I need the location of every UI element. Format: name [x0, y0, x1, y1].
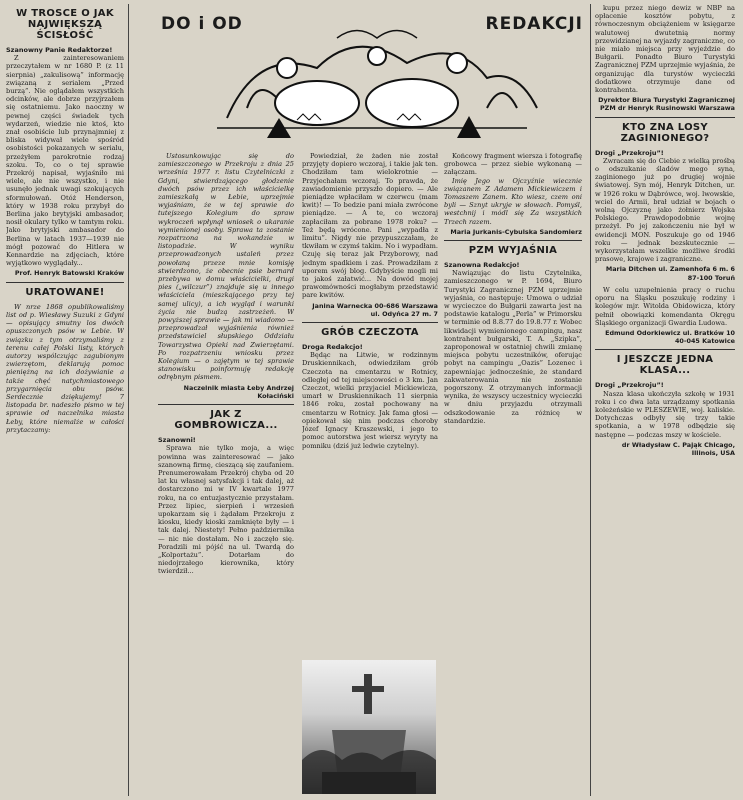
- article-heading: I JESZCZE JEDNA KLASA...: [616, 354, 714, 377]
- signature: Edmund Odorkiewicz ul. Bratków 10 40-045 Katowice: [605, 328, 735, 346]
- article-body: Końcowy fragment wiersza i fotografię grobowca — przez siebie wykonaną — załączam.: [444, 152, 582, 177]
- separator: [595, 349, 735, 350]
- separator: [158, 404, 294, 405]
- article-body: W celu uzupełnienia pracy o ruchu oporu na Śląsku poszukuję rodziny i kolegów mjr. Witolda Obidowicza, który pełnił obowiązki komendanta Okręgu Śląskiego organizacji Gwardia Ludowa.: [595, 285, 735, 327]
- column-4: [444, 152, 582, 796]
- greeting: Szanowni!: [158, 436, 196, 445]
- article-heading: KTO ZNA LOSY ZAGINIONEGO?: [620, 121, 710, 144]
- article-heading: URATOWANE!: [25, 286, 105, 298]
- greeting: Drogi „Przekroju”!: [595, 148, 664, 157]
- article-body: Będąc na Litwie, w rodzinnym Druskiennikach, odwiedziłam grób Czeczota na cmentarzu w Rotnicy, odległej od tej miejscowości o 3 km. Jan Czeczot, wielki przyjaciel Mickiewicza, umarł w Druskiennikach 11 sierpnia 1846 roku, został pochowany na cmentarzu w Rotnicy. Jak fama głosi — opiekował się nim podczas choroby Józef Ignacy Kraszewski, i jego to pomoc autorstwa jest wiersz wyryty na pomniku (dziś już ledwie czytelny).: [302, 351, 438, 450]
- article-body: Powiedział, że żaden nie został przyjęty dopiero wczoraj, i takie jak ten. Chodziłam tam wielokrotnie — Przyjechałam wczoraj. To prawda, że zawiadomienie przyszło dopiero. — Ale pieniądze wpłaciłam w czerwcu (mam kwit)! — To bedzie pani miała zwrócone pieniądze. — A te, co wczoraj zapłaciłam za pobrane 1978 roku? — Też będą wrócone. Pani „wypadła z limitu”. Nigdy nie przypuszczałam, że tkwiłam w czymś takim. No i wypadłam. Czuję się teraz jak Przyborowy, nad jednym spadkiem i zaś. Prowadziłam z uporem swój blog. Gdybyście mogli mi to jakoś załatwić... Na dowód mojej prawomówności mogłabym przedstawić pare kwitów.: [302, 152, 438, 300]
- article-heading: PZM WYJAŚNIA: [468, 245, 558, 257]
- article-body: Zwracam się do Ciebie z wielką prośbą o odszukanie śladów mego syna, zaginionego już po drugiej wojnie światowej. Syn mój, Henryk Ditchen, ur. w 1926 roku w Dąbrówce, woj. lwowskie, wciel do Armii, brał udział w bojach o wolną Ojczyznę jako żołnierz Wojska Polskiego. Prawdopodobnie wojnę przeżył. Po jej zakończeniu nie był w ewidencji MON. Poszukuje go od 1946 roku — jednak bezskutecznie — wykorzystałam wszelkie możliwe środki prasowe, krajowe i zagraniczne.: [595, 156, 735, 264]
- column-5: [595, 4, 735, 798]
- article-heading: W TROSCE O JAK NAJWIĘKSZĄ ŚCISŁOŚĆ: [16, 8, 114, 41]
- article-body: Nawiązując do listu Czytelnika, zamieszczonego w P. 1694, Biuro Turystyki Zagranicznej PZM uprzejmie wyjaśnia, co następuje: Umowa o udział w wycieczce do Bułgarii zawarta jest na podstawie katalogu „Perla” w Primorsku w terminie od 8.8.77 do 19.8.77 r. Wobec likwidacji wymienionego campingu, nasz kontrahent bułgarski, T. A. „Szipka”, zaproponował w ostatniej chwili zmianę miejsca pobytu uczestników, oferując pobyt na campingu „Oazis” Lozenec i zapewniając jednocześnie, że standard zakwaterowania nie zostanie pogorszony. Z otrzymanych informacji wynika, że wszyscy uczestnicy wycieczki w dniu przyjazdu otrzymali odszkodowanie za różnicę w standardzie.: [444, 269, 582, 425]
- article-heading: GRÓB CZECZOTA: [321, 327, 419, 339]
- section-title-left: DO i OD: [161, 14, 243, 34]
- separator: [6, 282, 124, 283]
- separator: [302, 322, 438, 323]
- signature: Naczelnik miasta Łeby Andrzej Kołaciński: [183, 383, 294, 400]
- signature: Maria Jurkanis-Cybulska Sandomierz: [450, 227, 582, 236]
- column-divider: [590, 4, 591, 796]
- article-body: W nrze 1868 opublikowaliśmy list od p. Wiesławy Suzuki z Gdyni — opisujący smutny los dwóch opuszczonych psów w Lebie. W związku z tym otrzymaliśmy z terenu całej Polski listy, których autorzy wspólczując zagubionym zwierzętom, deklarują pomoc pieniężną na ich dożywianie a także chęć natychmiastowego przygarnięcia obu psów. Serdecznie dziękujemy! 7 listopada br. nadeszło pismo w tej sprawie od naczelnika miasta Łeby, które niemalże w całości przytaczamy:: [6, 302, 124, 434]
- column-2: [158, 152, 294, 796]
- section-title-right: REDAKCJI: [485, 14, 583, 34]
- article-body: Nasza klasa ukończyła szkołę w 1931 roku i co dwa lata urządzamy spotkania koleżeńskie w PLESZEWIE, woj. kaliskie. Dotychczas odbyły się trzy takie spotkania, a w 1978 odbędzie się następne — podczas mszy w kościele.: [595, 389, 735, 439]
- poem: Imię Jego w Ojczyźnie wiecznie związanem Z Adamem Mickiewiczem i Tomaszem Zanem. Kto wiesz, czem oni byli — Sznyt ukryje w słowach. Pomyśl, westchnij i módl się Za wszystkich Trzech razem.: [444, 176, 582, 226]
- separator: [444, 240, 582, 241]
- signature: Maria Ditchen ul. Zamenhofa 6 m. 6 87-100 Toruń: [605, 265, 735, 282]
- greeting: Szanowny Panie Redaktorze!: [6, 46, 113, 54]
- article-body: Ustosunkowując się do zamieszczonego w Przekroju z dnia 25 września 1977 r. listu Czytelniczki z Gdyni, stwierdzającego głodzenie dwóch psów przez ich właścicielkę zamieszkałą w Łebie, uprzejmie wyjaśniam, że w tej sprawie do tutejszego Kolegium do spraw wykroczeń wpłynął wniosek o ukaranie wymienionej osoby. Sprawa ta zostanie rozpatrzona na wokandzie w listopadzie. W wyniku przeprowadzonych ustaleń przez powołaną przeze mnie komisję stwierdzono, że obecnie psie bernard przebywa w domu właścicielki, drugi pies („wilczur”) znajduje się u innego właściciela (mieszkającego przy tej samej ulicy), a ich wygląd i warunki życia nie budzą zastrzeżeń. W powyższej sprawie — jak mi wiadomo — przeprowadzał wyjaśnienia również przedstawiciel słupskiego Oddziału Towarzystwa Opieki nad Zwierzętami. Po rozpatrzeniu wniosku przez Kolegium — o zajętym w tej sprawie stanowisku poinformuję redakcję odrębnym pismem.: [158, 152, 294, 382]
- greeting: Droga Redakcjo!: [302, 343, 363, 352]
- greeting: Drogi „Przekroju”!: [595, 381, 664, 390]
- column-1: [6, 4, 124, 798]
- grave-photo: [302, 660, 436, 794]
- signature: dr Władysław C. Pająk Chicago, Illinois, USA: [621, 440, 735, 457]
- signature: Prof. Henryk Batowski Kraków: [14, 269, 124, 278]
- signature: Dyrektor Biura Turystyki Zagranicznej PZM dr Henryk Rusinowski Warszawa: [598, 96, 735, 113]
- greeting: Szanowna Redakcjo!: [444, 261, 520, 270]
- article-body: Z zainteresowaniem przeczytałem w nr 1680 P. (z 11 sierpnia) „zakulisową” informację związaną z serialem „Przed burzą”. Nie oglądałem wszystkich odcinków, ale dobrze przyjrzałem się ostatniemu. Jako naoczny w pewnej części świadek tych wydarzeń, wiedzie nie ktoś, kto znał osobiście lub przynajmniej z bliska widywał wiele spośród osobistości pokazanych w serialu, przeżyłem parokrotnie rodzaj szoku. To, co o tej sprawie Przekrój napisał, wyjaśniło mi wiele, ale nie wszystko, i nie usunęło jednak uwagi szokujących sformułowań. Otóż Henderson, który w 1938 roku przybył do Berlina jako brytyjski ambasador, nosił okulary tylko w tamtym roku. Jako brytyjski ambasador do Berlina w latach 1937—1939 nie mógł pozować do Hitlera w Kennardzie na zdjęciach, które wyjątkowo wyglądały...: [6, 54, 124, 268]
- article-body: Sprawa nie tylko moja, a więc powinna was zainteresować — jako szanowną firmę, cieszącą się zaufaniem. Prenumerowałam Przekrój chyba od 20 lat ku własnej satysfakcji i tak dalej, aż dostarczono mi w IV kwartale 1977 roku, na co entuzjastycznie przystałam. Przez lipiec, sierpień i wrzesień upokarzam się i żądałam Przekroju z kiosku, kiedy kioski zamknięte były — i tak dalej. Niestety! Pełno października — nic nie dostałam. No i zaczęło się. Poradzili mi pójść na ul. Twardą do „Kolportażu”. Dotarłam do niedojrzałego kierownika, który twierdził...: [158, 444, 294, 576]
- article-heading: JAK Z GOMBROWICZA...: [174, 409, 278, 432]
- column-divider: [128, 4, 129, 796]
- banner: [157, 8, 587, 150]
- article-body: kupu przez niego dewiz w NBP na opłacenie kosztów pobytu, z równoczesnym obciążeniem w księgarze walutowej dwutetnią normy przewidzianej na wyjazdy zagraniczne, co nie miało miejsca przy wyjeździe do Bułgarii. Ponadto Biuro Turystyki Zagranicznej PZM uprzejmie wyjaśnia, że organizując dla turystów wycieczki dodatkowe otrzymuje dane od kontrahenta.: [595, 4, 735, 95]
- separator: [595, 117, 735, 118]
- signature: Janina Warnecka 00-686 Warszawa ul. Odyńca 27 m. 7: [312, 301, 438, 318]
